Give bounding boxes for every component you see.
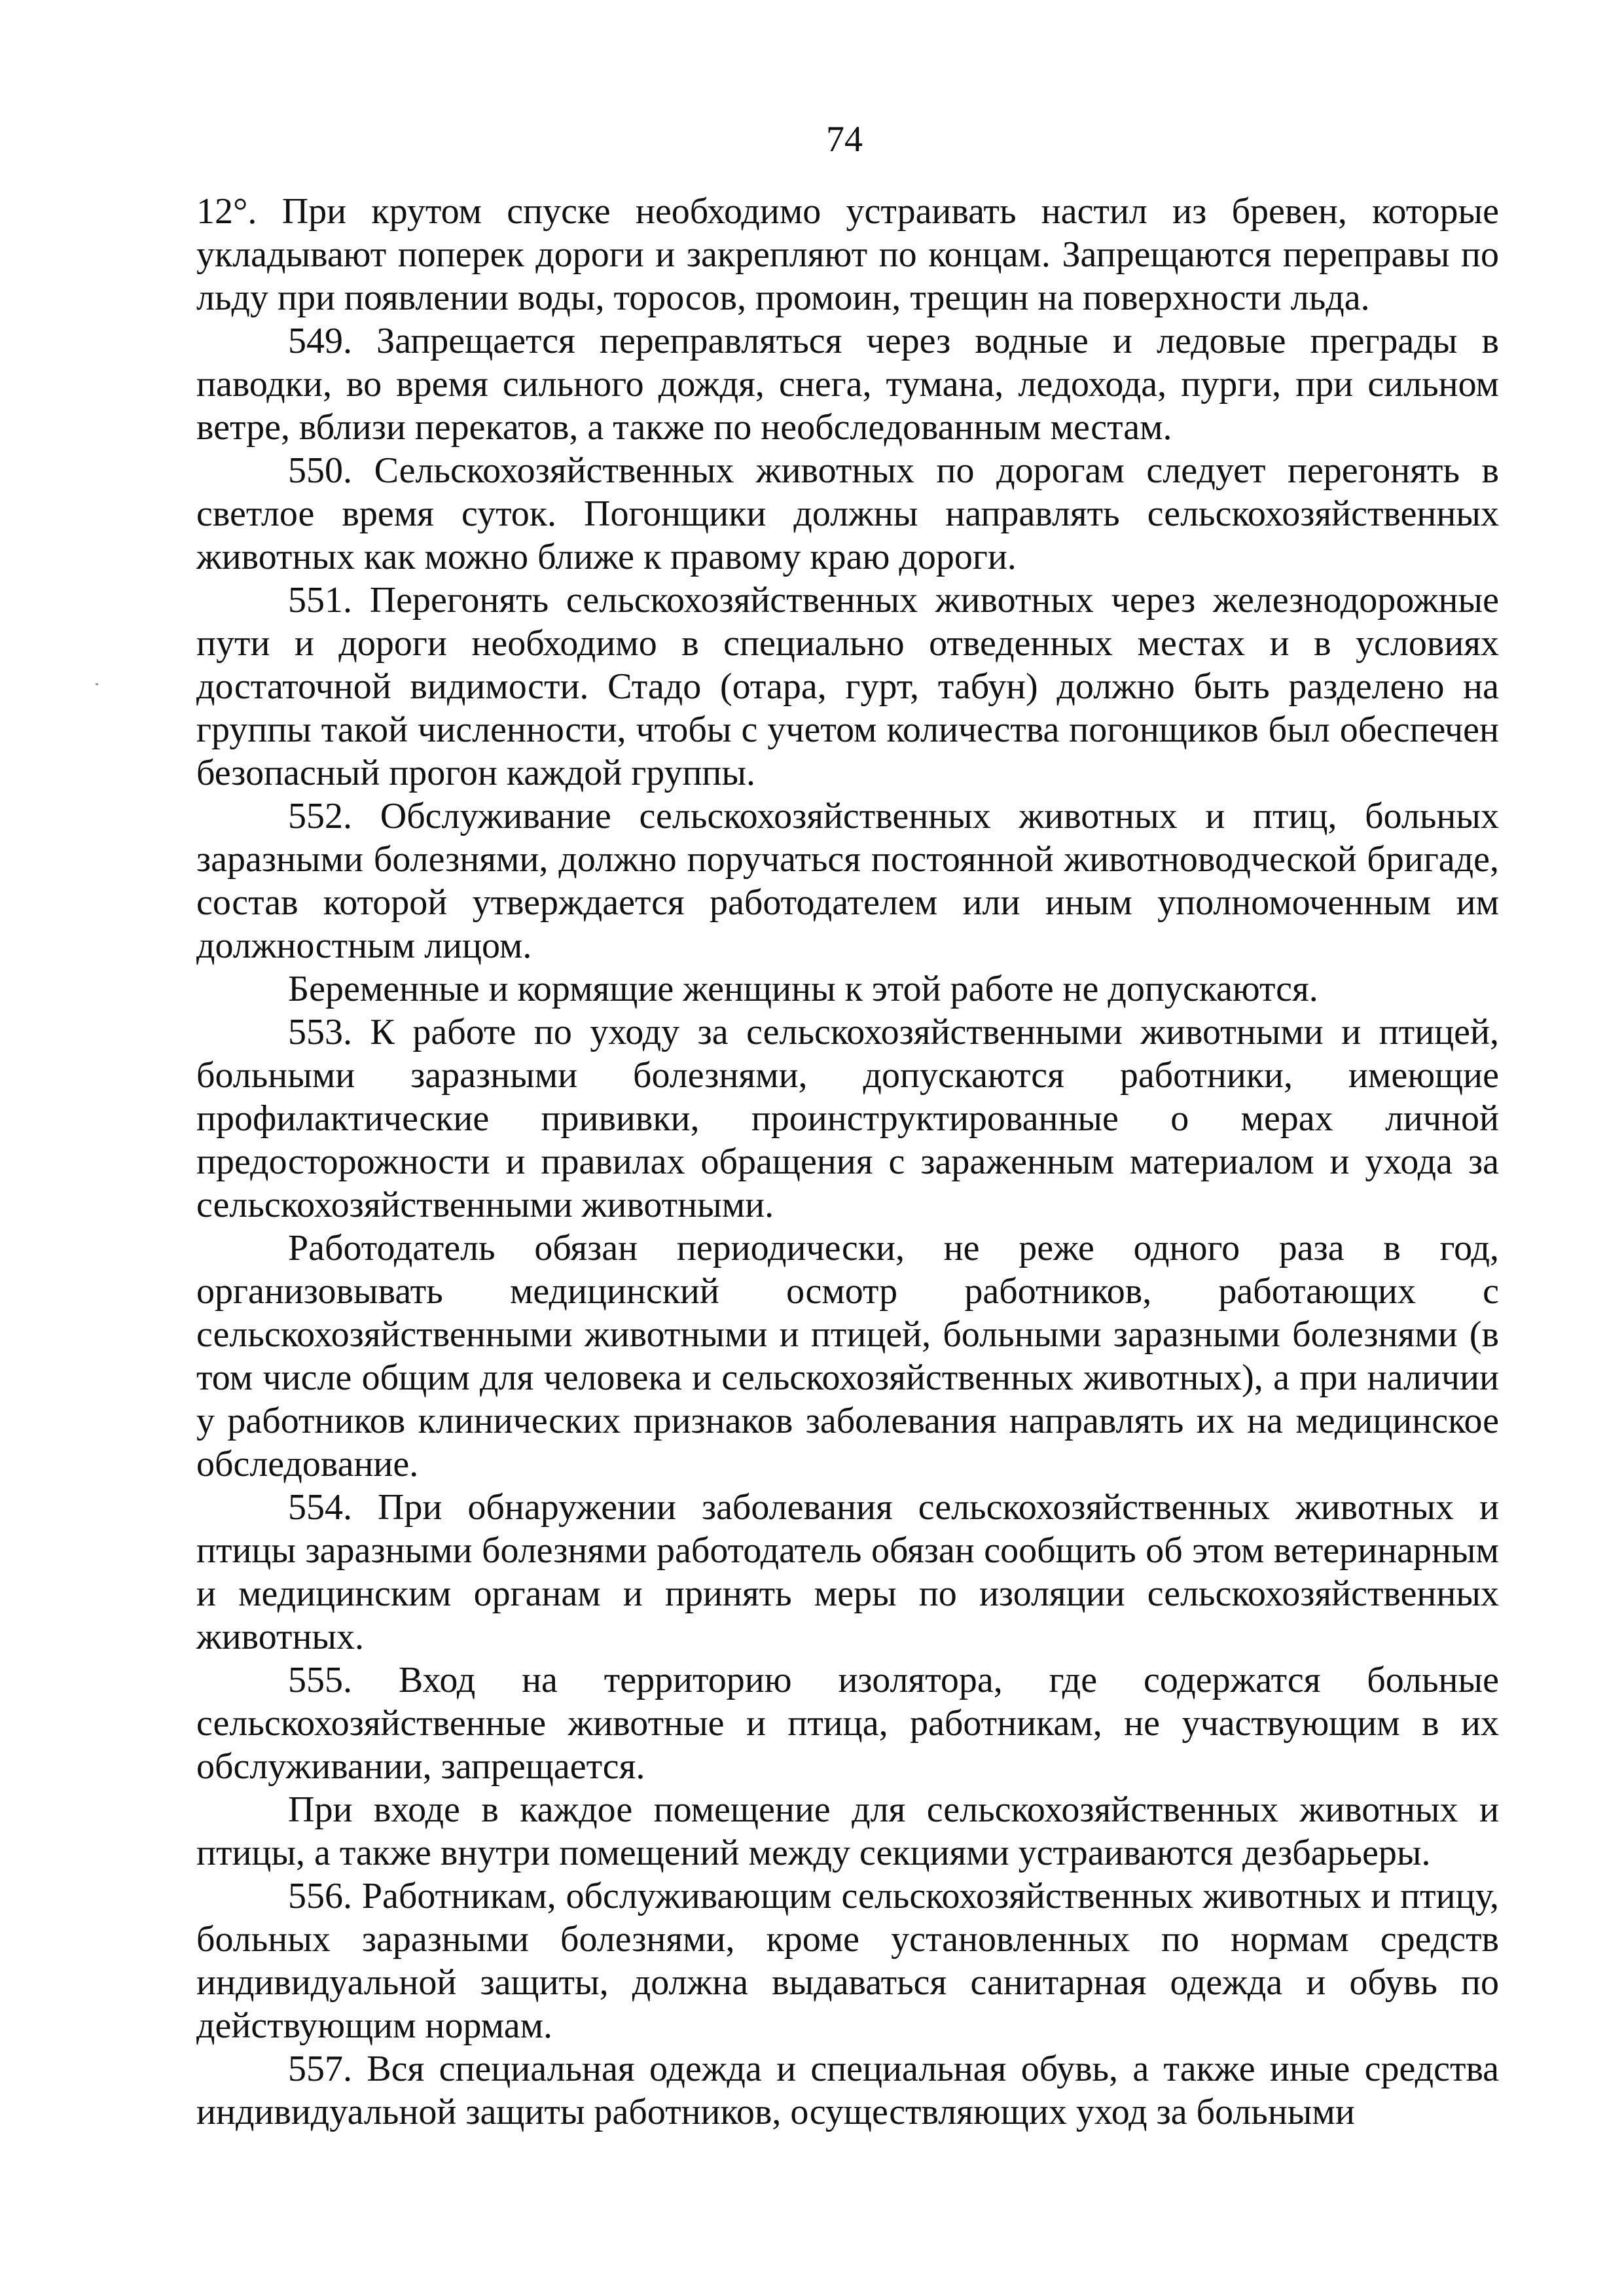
paragraph-551: 551. Перегонять сельскохозяйственных животных через железнодорожные пути и дороги необходимо в специально отведенных местах и в условиях достаточной видимости. Стадо (отара, гурт, табун) должно быть разделено на группы такой численности, чтобы с учетом количества погонщиков был обеспечен безопасный прогон каждой группы. [196, 580, 1499, 793]
scan-speck [96, 683, 98, 685]
document-body [196, 190, 1499, 2134]
paragraph-553-employer-duty: Работодатель обязан периодически, не реже одного раза в год, организовывать медицинский осмотр работников, работающих с сельскохозяйственными животными и птицей, больными заразными болезнями (в том числе общим для человека и сельскохозяйственных животных), а при наличии у работников клинических признаков заболевания направлять их на медицинское обследование. [196, 1228, 1499, 1484]
paragraph-552: 552. Обслуживание сельскохозяйственных животных и птиц, больных заразными болезнями, должно поручаться постоянной животноводческой бригаде, состав которой утверждается работодателем или иным уполномоченным им должностным лицом. [196, 796, 1499, 966]
paragraph-550: 550. Сельскохозяйственных животных по дорогам следует перегонять в светлое время суток. Погонщики должны направлять сельскохозяйственных животных как можно ближе к правому краю дороги. [196, 450, 1499, 577]
paragraph-549: 549. Запрещается переправляться через водные и ледовые преграды в паводки, во время сильного дождя, снега, тумана, ледохода, пурги, при сильном ветре, вблизи перекатов, а также по необследованным местам. [196, 321, 1499, 448]
paragraph-556: 556. Работникам, обслуживающим сельскохозяйственных животных и птицу, больных заразными болезнями, кроме установленных по нормам средств индивидуальной защиты, должна выдаваться санитарная одежда и обувь по действующим нормам. [196, 1876, 1499, 2046]
paragraph-555: 555. Вход на территорию изолятора, где содержатся больные сельскохозяйственные животные и птица, работникам, не участвующим в их обслуживании, запрещается. [196, 1660, 1499, 1787]
paragraph-12-continuation: 12°. При крутом спуске необходимо устраивать настил из бревен, которые укладывают поперек дороги и закрепляют по концам. Запрещаются переправы по льду при появлении воды, торосов, промоин, трещин на поверхности льда. [196, 191, 1499, 318]
paragraph-554: 554. При обнаружении заболевания сельскохозяйственных животных и птицы заразными болезнями работодатель обязан сообщить об этом ветеринарным и медицинским органам и принять меры по изоляции сельскохозяйственных животных. [196, 1487, 1499, 1657]
paragraph-555-disinfection-barriers: При входе в каждое помещение для сельскохозяйственных животных и птицы, а также внутри помещений между секциями устраиваются дезбарьеры. [196, 1789, 1499, 1873]
paragraph-557: 557. Вся специальная одежда и специальная обувь, а также иные средства индивидуальной защиты работников, осуществляющих уход за больными [196, 2049, 1499, 2132]
paragraph-552-note: Беременные и кормящие женщины к этой работе не допускаются. [288, 969, 1318, 1009]
page-number: 74 [826, 119, 863, 160]
paragraph-553: 553. К работе по уходу за сельскохозяйственными животными и птицей, больными заразными болезнями, допускаются работники, имеющие профилактические прививки, проинструктированные о мерах личной предосторожности и правилах обращения с зараженным материалом и ухода за сельскохозяйственными животными. [196, 1012, 1499, 1225]
